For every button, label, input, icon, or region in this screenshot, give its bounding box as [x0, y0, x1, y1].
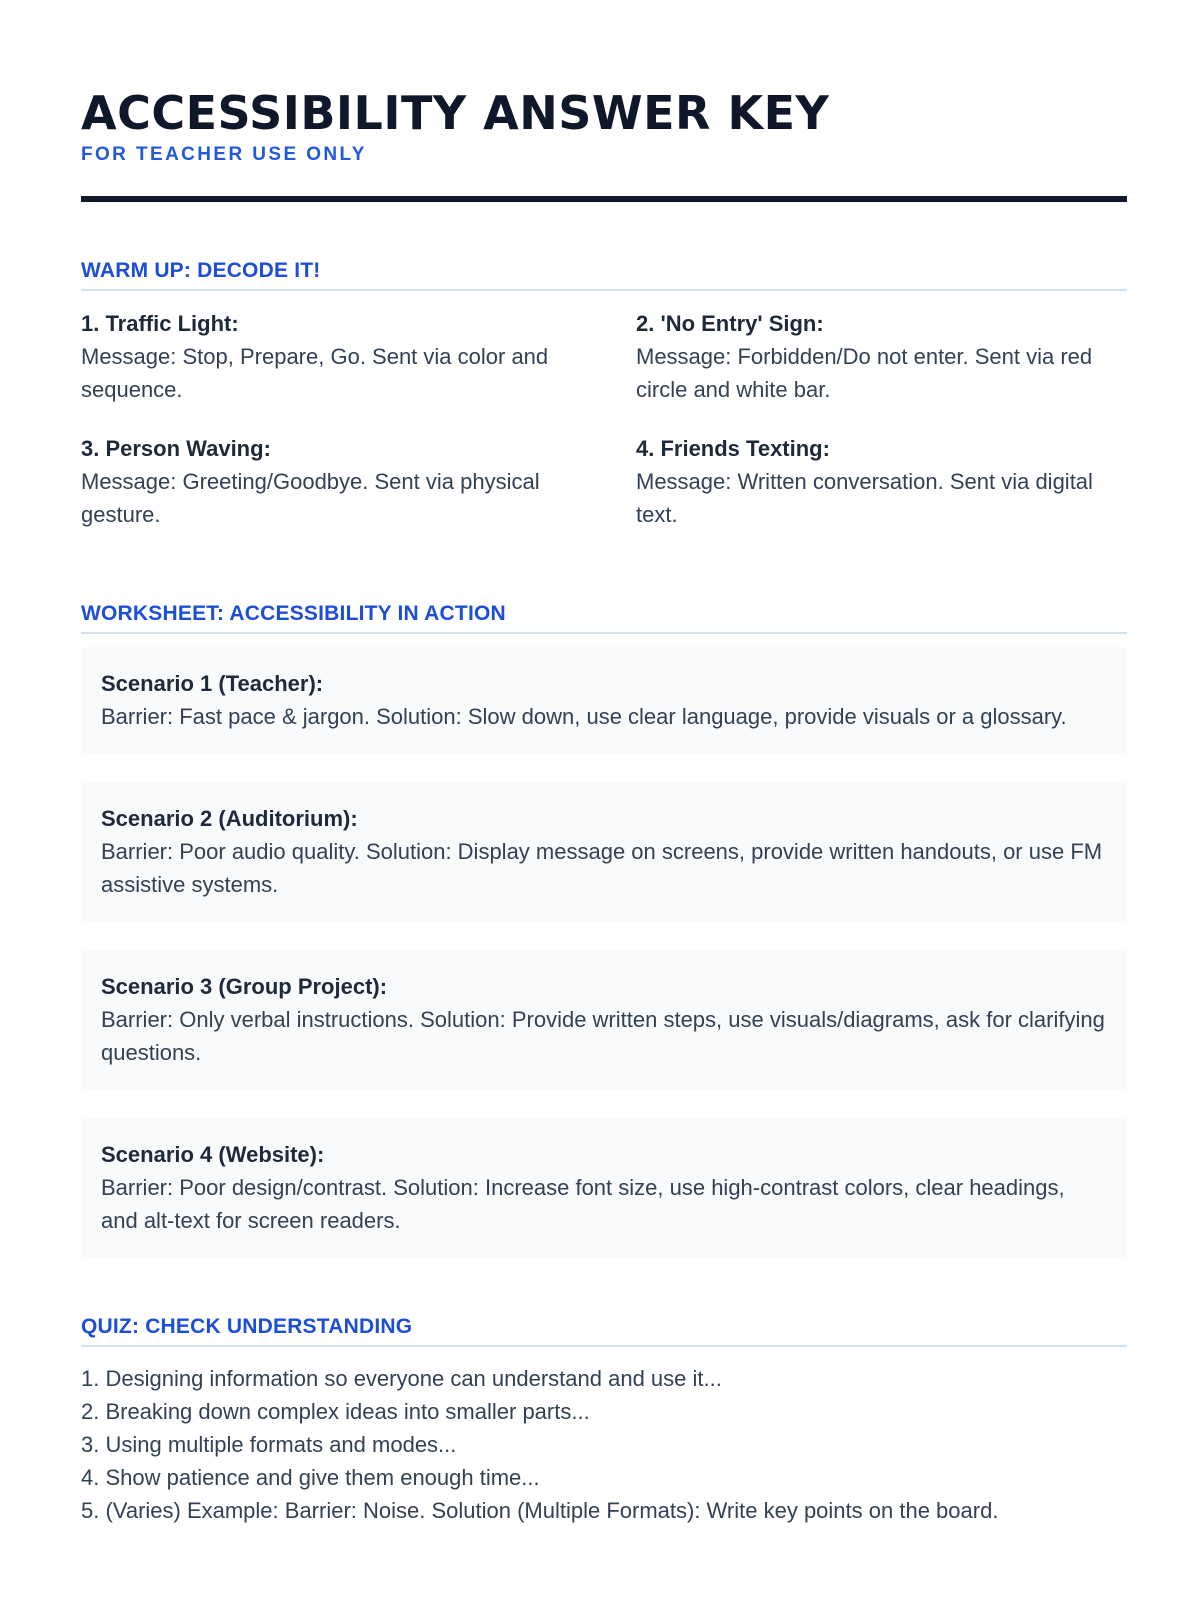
- scenario-card: [81, 950, 1127, 1090]
- worksheet-section: [81, 601, 1127, 1258]
- worksheet-heading: WORKSHEET: ACCESSIBILITY IN ACTION: [81, 601, 1127, 634]
- document-subtitle: FOR TEACHER USE ONLY: [81, 144, 367, 165]
- warmup-item: [81, 307, 572, 406]
- warmup-answers: [81, 307, 1127, 531]
- scenario-title: Scenario 1 (Teacher):: [101, 671, 324, 696]
- warmup-section: [81, 258, 1127, 531]
- scenario-answer: Barrier: Only verbal instructions. Solution: Provide written steps, use visuals/diagrams, ask for clarifying questions.: [101, 1007, 1105, 1065]
- scenario-card: [81, 782, 1127, 922]
- quiz-answer: 1. Designing information so everyone can understand and use it...: [81, 1366, 722, 1391]
- scenario-title: Scenario 3 (Group Project):: [101, 974, 388, 999]
- scenario-answer: Barrier: Poor audio quality. Solution: Display message on screens, provide written handouts, or use FM assistive systems.: [101, 839, 1103, 897]
- warmup-item-title: 3. Person Waving:: [81, 436, 271, 461]
- warmup-item: [81, 432, 572, 531]
- warmup-item: [636, 307, 1127, 406]
- quiz-answer: 3. Using multiple formats and modes...: [81, 1432, 457, 1457]
- scenario-list: [81, 647, 1127, 1258]
- quiz-heading: QUIZ: CHECK UNDERSTANDING: [81, 1314, 1127, 1347]
- scenario-card: [81, 1118, 1127, 1258]
- warmup-heading: WARM UP: DECODE IT!: [81, 258, 1127, 291]
- warmup-item-answer: Message: Forbidden/Do not enter. Sent via red circle and white bar.: [636, 344, 1093, 402]
- quiz-section: [81, 1314, 1127, 1527]
- document-title: ACCESSIBILITY ANSWER KEY: [81, 86, 830, 140]
- document-header: [81, 86, 1127, 202]
- quiz-answer: 2. Breaking down complex ideas into smaller parts...: [81, 1399, 590, 1424]
- title-divider: [81, 196, 1127, 202]
- answer-key-document: [81, 86, 1127, 1527]
- scenario-card: [81, 647, 1127, 754]
- quiz-answer-list: [81, 1362, 1127, 1527]
- warmup-item-answer: Message: Written conversation. Sent via digital text.: [636, 469, 1093, 527]
- scenario-answer: Barrier: Fast pace & jargon. Solution: Slow down, use clear language, provide visuals or a glossary.: [101, 704, 1067, 729]
- warmup-item-title: 2. 'No Entry' Sign:: [636, 311, 824, 336]
- scenario-title: Scenario 4 (Website):: [101, 1142, 325, 1167]
- warmup-item: [636, 432, 1127, 531]
- scenario-answer: Barrier: Poor design/contrast. Solution: Increase font size, use high-contrast colors, clear headings, and alt-text for screen readers.: [101, 1175, 1065, 1233]
- quiz-answer: 4. Show patience and give them enough time...: [81, 1465, 540, 1490]
- scenario-title: Scenario 2 (Auditorium):: [101, 806, 358, 831]
- warmup-item-title: 1. Traffic Light:: [81, 311, 239, 336]
- quiz-answer: 5. (Varies) Example: Barrier: Noise. Solution (Multiple Formats): Write key points on the board.: [81, 1498, 999, 1523]
- warmup-item-title: 4. Friends Texting:: [636, 436, 830, 461]
- warmup-item-answer: Message: Stop, Prepare, Go. Sent via color and sequence.: [81, 344, 549, 402]
- warmup-item-answer: Message: Greeting/Goodbye. Sent via physical gesture.: [81, 469, 540, 527]
